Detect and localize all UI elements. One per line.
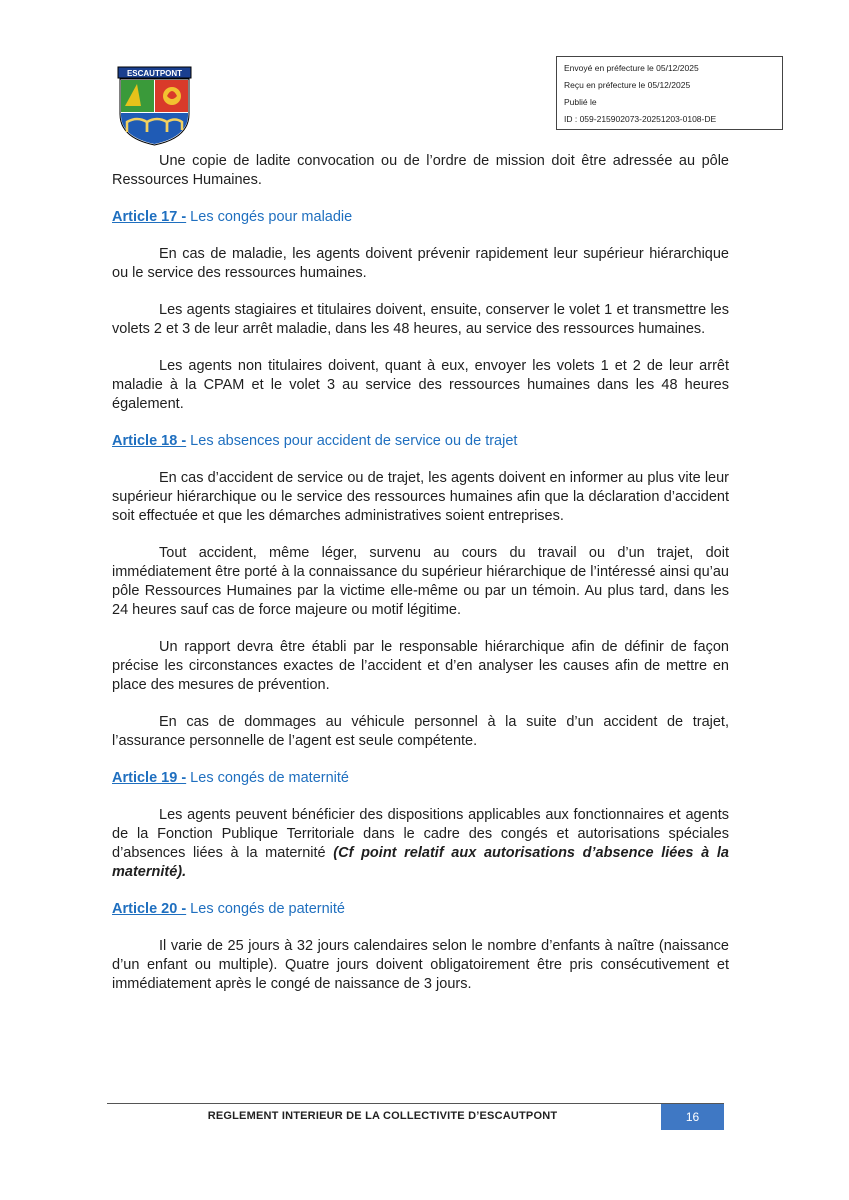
article-19-paragraph-text: Les agents peuvent bénéficier des dispositions applicables aux fonctionnaires et agents de la Fonction Publique Territoriale dans le cadre des congés et autorisations spéciales d’absences liées à la maternité bbox=[112, 807, 729, 861]
article-19-title: Les congés de maternité bbox=[186, 770, 349, 786]
article-18-number: Article 18 - bbox=[112, 433, 187, 449]
article-17-number: Article 17 - bbox=[112, 209, 187, 225]
article-19-paragraph-emphasis: (Cf point relatif aux autorisations d’absence liées à la maternité). bbox=[112, 845, 729, 880]
article-18-heading bbox=[112, 432, 729, 451]
article-20-title: Les congés de paternité bbox=[186, 901, 345, 917]
article-17-paragraph-2: Les agents stagiaires et titulaires doivent, ensuite, conserver le volet 1 et transmettre les volets 2 et 3 de leur arrêt maladie, dans les 48 heures, au service des ressources humaines. bbox=[112, 302, 729, 337]
article-19-paragraph bbox=[112, 806, 729, 882]
footer-divider bbox=[107, 1103, 724, 1104]
article-18-paragraph-2: Tout accident, même léger, survenu au cours du travail ou d’un trajet, doit immédiatement être porté à la connaissance du supérieur hiérarchique de l’intéressé ainsi qu’au pôle Ressources Humaines par la victime elle-même ou par un témoin. Au plus tard, dans les 24 heures sauf cas de force majeure ou motif légitime. bbox=[112, 545, 729, 618]
article-17-heading bbox=[112, 208, 729, 227]
footer-document-title: REGLEMENT INTERIEUR DE LA COLLECTIVITE D’ESCAUTPONT bbox=[207, 1110, 558, 1122]
article-17-paragraph-3: Les agents non titulaires doivent, quant à eux, envoyer les volets 1 et 2 de leur arrêt maladie à la CPAM et le volet 3 au service des ressources humaines dans les 48 heures également. bbox=[112, 358, 729, 412]
article-19-number: Article 19 - bbox=[112, 770, 187, 786]
prefecture-stamp bbox=[556, 56, 783, 130]
stamp-received-date: Reçu en préfecture le 05/12/2025 bbox=[564, 80, 691, 90]
intro-paragraph: Une copie de ladite convocation ou de l’ordre de mission doit être adressée au pôle Ressources Humaines. bbox=[112, 153, 729, 188]
town-coat-of-arms-logo bbox=[117, 66, 192, 146]
stamp-published: Publié le bbox=[564, 97, 597, 107]
article-20-number: Article 20 - bbox=[112, 901, 187, 917]
article-18-paragraph-4: En cas de dommages au véhicule personnel à la suite d’un accident de trajet, l’assurance personnelle de l’agent est seule compétente. bbox=[112, 714, 729, 749]
article-18-paragraph-1: En cas d’accident de service ou de trajet, les agents doivent en informer au plus vite leur supérieur hiérarchique ou le service des ressources humaines afin que la déclaration d’accident soit effectuée et que les démarches administratives soient entreprises. bbox=[112, 470, 729, 524]
article-17-paragraph-1: En cas de maladie, les agents doivent prévenir rapidement leur supérieur hiérarchique ou le service des ressources humaines. bbox=[112, 246, 729, 281]
article-19-heading bbox=[112, 769, 729, 788]
article-18-title: Les absences pour accident de service ou de trajet bbox=[186, 433, 518, 449]
article-17-title: Les congés pour maladie bbox=[186, 209, 353, 225]
stamp-sent-date: Envoyé en préfecture le 05/12/2025 bbox=[564, 63, 699, 73]
logo-town-name: ESCAUTPONT bbox=[126, 69, 183, 78]
stamp-id: ID : 059-215902073-20251203-0108-DE bbox=[564, 114, 717, 124]
article-20-paragraph-1: Il varie de 25 jours à 32 jours calendaires selon le nombre d’enfants à naître (naissance d’un enfant ou multiple). Quatre jours doivent obligatoirement être pris consécutivement et immédiatement après le congé de naissance de 3 jours. bbox=[112, 938, 729, 992]
article-20-heading bbox=[112, 900, 729, 919]
document-body bbox=[112, 152, 729, 994]
article-18-paragraph-3: Un rapport devra être établi par le responsable hiérarchique afin de définir de façon précise les circonstances exactes de l’accident et d’en analyser les causes afin de mettre en place des mesures de prévention. bbox=[112, 639, 729, 693]
page-number: 16 bbox=[661, 1104, 724, 1130]
